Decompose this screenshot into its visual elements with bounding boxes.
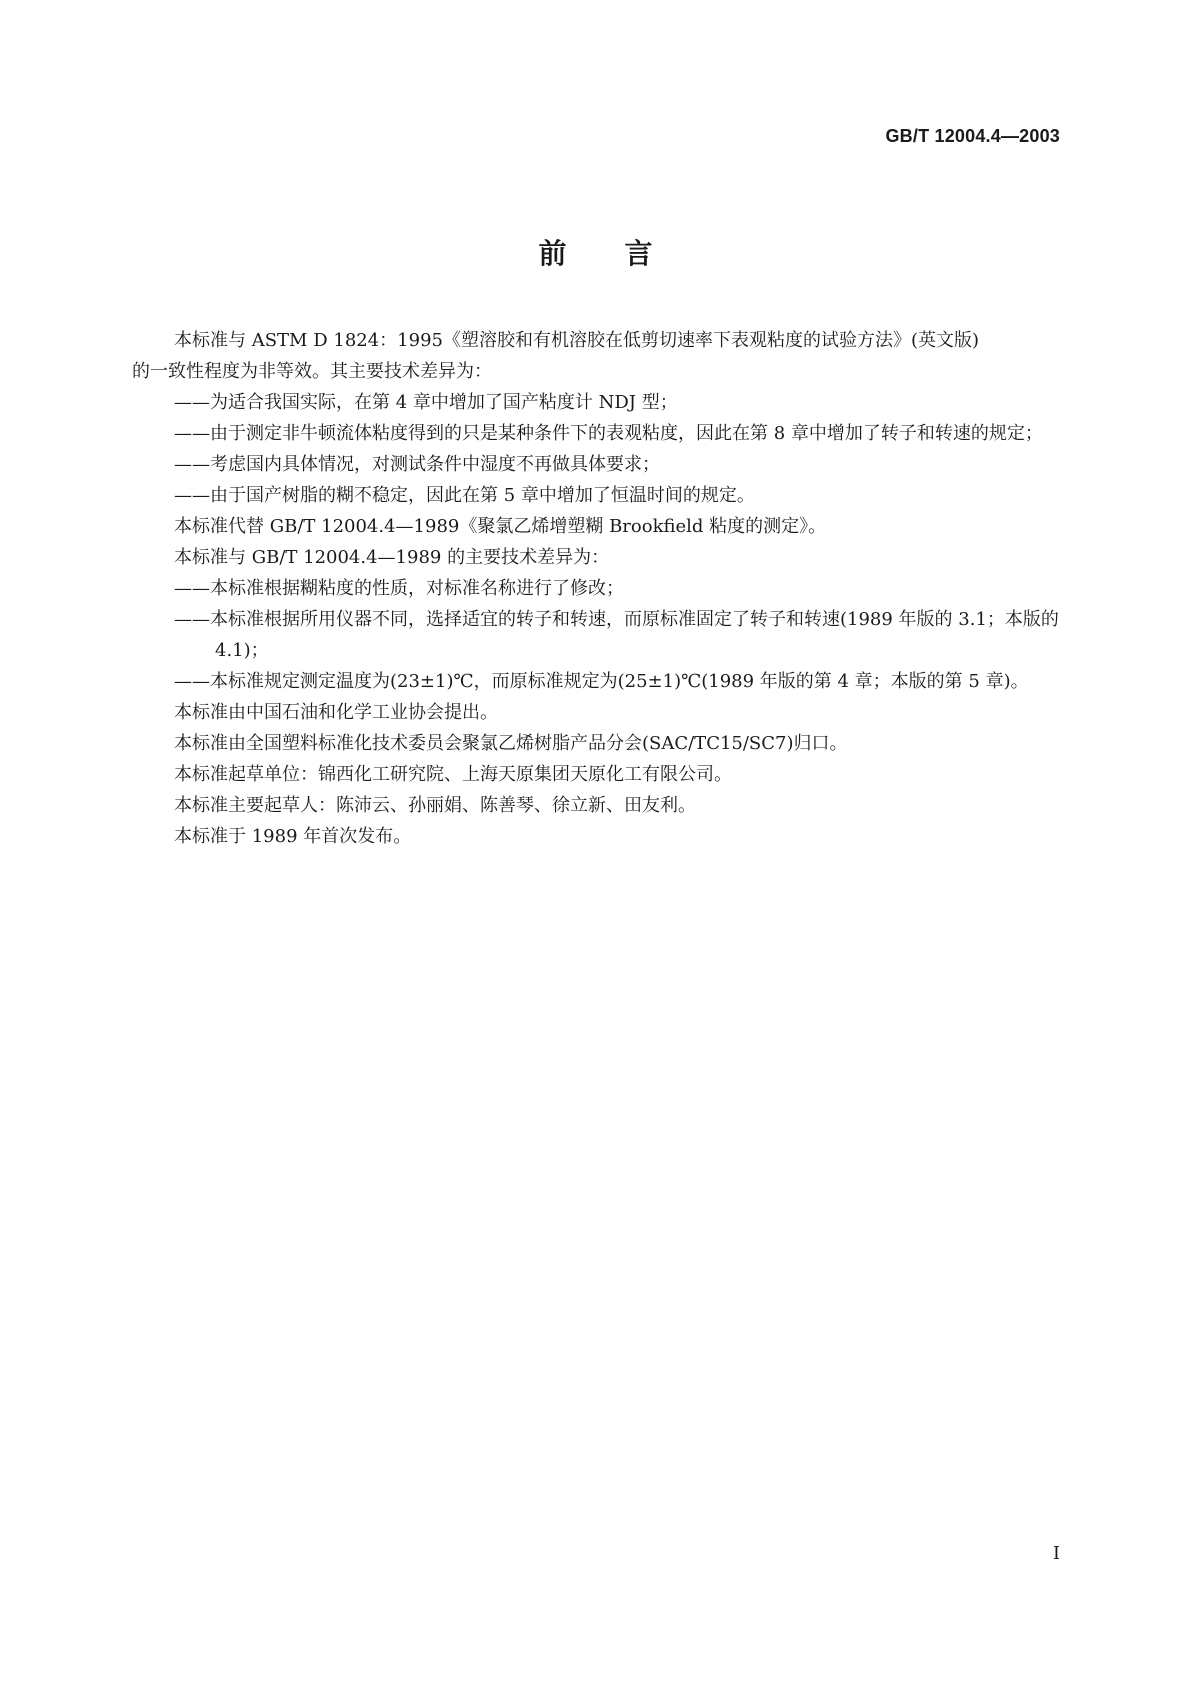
list-item: ——本标准根据所用仪器不同，选择适宜的转子和转速，而原标准固定了转子和转速(1989 年版的 3.1；本版的 4.1)； (174, 609, 1059, 661)
page-title: 前言 (538, 237, 711, 270)
paragraph: 本标准由全国塑料标准化技术委员会聚氯乙烯树脂产品分会(SAC/TC15/SC7)归口。 (174, 733, 848, 754)
list-item: ——本标准根据糊粘度的性质，对标准名称进行了修改； (174, 578, 624, 599)
paragraph: 本标准与 ASTM D 1824：1995《塑溶胶和有机溶胶在低剪切速率下表观粘度的试验方法》(英文版) (174, 330, 980, 351)
list-item: ——由于国产树脂的糊不稳定，因此在第 5 章中增加了恒温时间的规定。 (174, 485, 755, 506)
list-item: ——本标准规定测定温度为(23±1)℃，而原标准规定为(25±1)℃(1989 年版的第 4 章；本版的第 5 章)。 (174, 671, 1029, 692)
paragraph: 本标准与 GB/T 12004.4—1989 的主要技术差异为： (174, 547, 610, 568)
list-item: ——考虑国内具体情况，对测试条件中湿度不再做具体要求； (174, 454, 660, 475)
paragraph: 本标准代替 GB/T 12004.4—1989《聚氯乙烯增塑糊 Brookfield 粘度的测定》。 (174, 516, 827, 537)
document-body (132, 325, 1060, 852)
page-number: I (1052, 1543, 1060, 1564)
paragraph: 本标准由中国石油和化学工业协会提出。 (174, 702, 498, 723)
standard-number: GB/T 12004.4—2003 (885, 126, 1060, 146)
list-item: ——为适合我国实际，在第 4 章中增加了国产粘度计 NDJ 型； (174, 392, 678, 413)
paragraph: 本标准主要起草人：陈沛云、孙丽娟、陈善琴、徐立新、田友利。 (174, 795, 696, 816)
paragraph: 的一致性程度为非等效。其主要技术差异为： (132, 361, 492, 382)
paragraph: 本标准起草单位：锦西化工研究院、上海天原集团天原化工有限公司。 (174, 764, 732, 785)
list-item: ——由于测定非牛顿流体粘度得到的只是某种条件下的表观粘度，因此在第 8 章中增加了转子和转速的规定； (174, 423, 1043, 444)
paragraph: 本标准于 1989 年首次发布。 (174, 826, 412, 847)
